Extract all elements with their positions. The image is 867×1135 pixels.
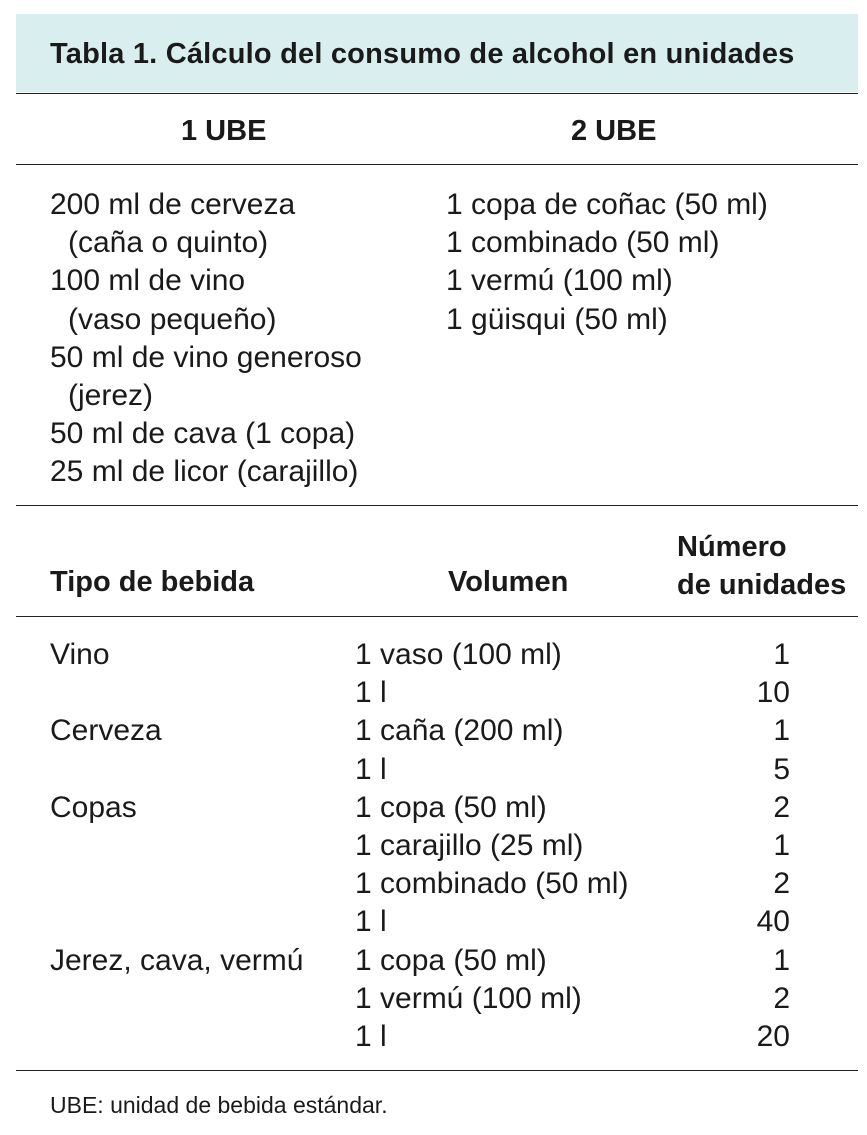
header-tipo-bebida: Tipo de bebida: [50, 566, 255, 598]
rule-top: [16, 93, 858, 94]
row-units: 5: [773, 753, 790, 786]
rule-drinks-header: [16, 616, 858, 617]
row-units: 40: [756, 905, 790, 938]
row-type: Vino: [50, 638, 110, 671]
row-volume: 1 l: [355, 753, 387, 786]
row-units: 1: [773, 638, 790, 671]
ube2-list: [446, 186, 768, 339]
row-volume: 1 l: [355, 1020, 387, 1053]
ube2-item: 1 güisqui (50 ml): [446, 302, 668, 336]
header-numero-unidades: [677, 528, 846, 604]
row-volume: 1 carajillo (25 ml): [355, 829, 584, 862]
rule-bottom: [16, 1070, 858, 1071]
ube2-item: 1 combinado (50 ml): [446, 226, 720, 260]
footnote: UBE: unidad de bebida estándar.: [50, 1092, 388, 1118]
row-units: 2: [773, 867, 790, 900]
row-type: Copas: [50, 791, 137, 824]
ube1-item: 100 ml de vino: [50, 264, 246, 298]
row-volume: 1 vaso (100 ml): [355, 638, 562, 671]
rule-ube-header: [16, 164, 858, 165]
header-1-ube: 1 UBE: [181, 115, 267, 147]
row-units: 1: [773, 944, 790, 977]
header-2-ube: 2 UBE: [571, 115, 657, 147]
row-type: Cerveza: [50, 714, 162, 747]
row-units: 1: [773, 829, 790, 862]
ube2-item: 1 vermú (100 ml): [446, 264, 673, 298]
row-units: 2: [773, 791, 790, 824]
header-units-line1: Número: [677, 531, 787, 563]
ube1-item: 200 ml de cerveza: [50, 188, 296, 221]
ube1-item: 50 ml de cava (1 copa): [50, 417, 356, 451]
row-volume: 1 l: [355, 905, 387, 938]
rule-ube-section: [16, 505, 858, 506]
row-volume: 1 combinado (50 ml): [355, 867, 629, 900]
ube1-item: (vaso pequeño): [68, 302, 277, 336]
row-units: 2: [773, 982, 790, 1015]
row-units: 20: [756, 1020, 790, 1053]
row-volume: 1 vermú (100 ml): [355, 982, 582, 1015]
row-volume: 1 l: [355, 676, 387, 709]
row-volume: 1 caña (200 ml): [355, 714, 564, 747]
ube1-item: (caña o quinto): [68, 226, 269, 260]
ube1-item: 25 ml de licor (carajillo): [50, 455, 359, 489]
ube1-item: 50 ml de vino generoso: [50, 340, 362, 374]
header-volumen: Volumen: [448, 566, 569, 598]
ube2-item: 1 copa de coñac (50 ml): [446, 188, 768, 221]
header-units-line2: de unidades: [677, 569, 847, 601]
ube1-item: (jerez): [68, 379, 154, 413]
table-title: Tabla 1. Cálculo del consumo de alcohol en unidades: [50, 38, 795, 70]
row-units: 10: [756, 676, 790, 709]
row-units: 1: [773, 714, 790, 747]
row-volume: 1 copa (50 ml): [355, 944, 547, 977]
row-volume: 1 copa (50 ml): [355, 791, 547, 824]
ube1-list: [50, 186, 362, 492]
row-type: Jerez, cava, vermú: [50, 944, 304, 977]
